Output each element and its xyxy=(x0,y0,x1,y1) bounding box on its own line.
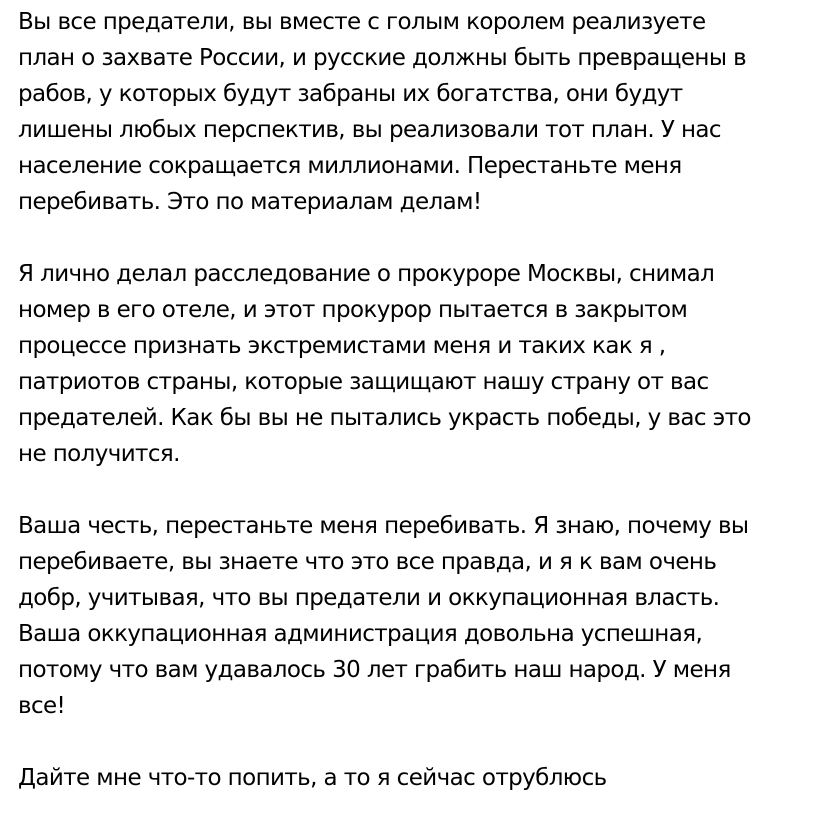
text-line: процессе признать экстремистами меня и таких как я , xyxy=(18,333,666,359)
paragraph-2 xyxy=(18,256,818,472)
text-line: предателей. Как бы вы не пытались украсть победы, у вас это xyxy=(18,405,751,431)
text-line: Ваша оккупационная администрация довольна успешная, xyxy=(18,621,703,647)
paragraph-4 xyxy=(18,760,818,796)
message-text xyxy=(18,4,818,832)
text-line: лишены любых перспектив, вы реализовали тот план. У нас xyxy=(18,117,721,143)
text-line: номер в его отеле, и этот прокурор пытается в закрытом xyxy=(18,297,688,323)
text-line: Я лично делал расследование о прокуроре Москвы, снимал xyxy=(18,261,715,287)
paragraph-1 xyxy=(18,4,818,220)
text-line: все! xyxy=(18,693,66,719)
text-line: не получится. xyxy=(18,441,180,467)
text-line: население сокращается миллионами. Перестаньте меня xyxy=(18,153,682,179)
text-line: перебиваете, вы знаете что это все правда, и я к вам очень xyxy=(18,549,717,575)
text-line: план о захвате России, и русские должны быть превращены в xyxy=(18,45,747,71)
text-line: патриотов страны, которые защищают нашу страну от вас xyxy=(18,369,709,395)
text-line: Дайте мне что-то попить, а то я сейчас отрублюсь xyxy=(18,765,607,791)
text-line: перебивать. Это по материалам делам! xyxy=(18,189,482,215)
text-line: Вы все предатели, вы вместе с голым королем реализуете xyxy=(18,9,706,35)
text-line: потому что вам удавалось 30 лет грабить наш народ. У меня xyxy=(18,657,731,683)
paragraph-3 xyxy=(18,508,818,724)
text-line: рабов, у которых будут забраны их богатства, они будут xyxy=(18,81,683,107)
text-line: Ваша честь, перестаньте меня перебивать. Я знаю, почему вы xyxy=(18,513,749,539)
text-line: добр, учитывая, что вы предатели и оккупационная власть. xyxy=(18,585,720,611)
